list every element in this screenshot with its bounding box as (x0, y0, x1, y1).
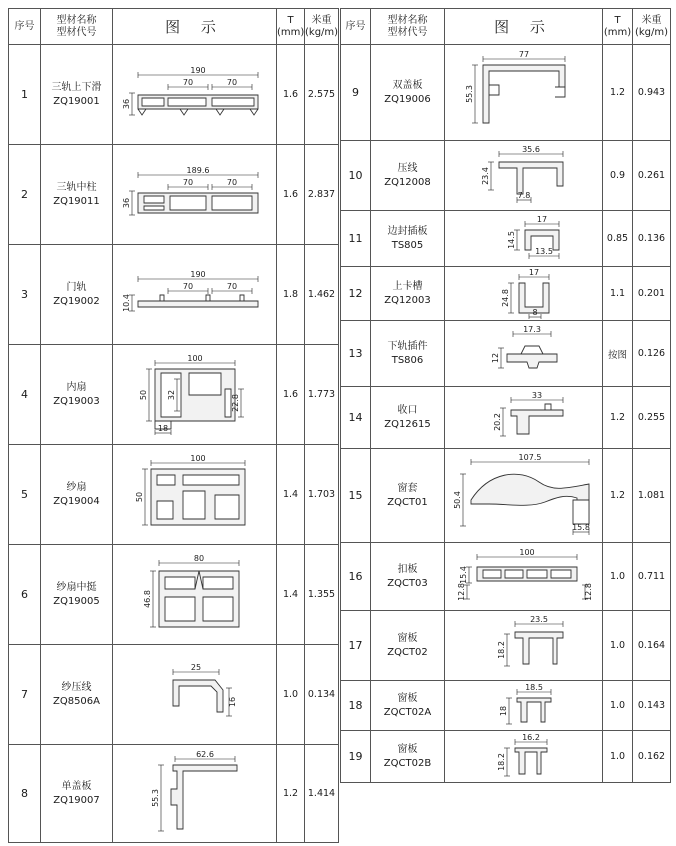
header-no: 序号 (9, 9, 41, 45)
profile-name-cn: 三轨中柱 (56, 181, 97, 193)
table-row (9, 145, 339, 245)
profile-name (41, 245, 113, 345)
profile-drawing (113, 145, 277, 245)
row-number: 1 (9, 45, 41, 145)
profile-code: ZQ19007 (53, 794, 100, 806)
row-number: 8 (9, 745, 41, 843)
header-thickness: T (mm) (277, 9, 305, 45)
profile-name-cn: 纱扇中挺 (56, 581, 97, 593)
dimension-label: 33 (531, 390, 542, 400)
table-row (9, 345, 339, 445)
profile-name (371, 45, 445, 141)
row-number: 5 (9, 445, 41, 545)
dimension-label: 70 (226, 281, 237, 291)
weight-value: 0.201 (633, 267, 671, 321)
dimension-label: 16 (227, 696, 237, 707)
dimension-label: 17 (536, 214, 547, 224)
dimension-label: 50 (138, 389, 148, 400)
header-name: 型材名称 型材代号 (41, 9, 113, 45)
table-row (9, 645, 339, 745)
weight-value: 0.134 (305, 645, 339, 745)
dimension-label: 62.6 (195, 749, 214, 759)
thickness-value: 1.6 (277, 345, 305, 445)
dimension-label: 36 (121, 98, 131, 109)
thickness-value: 1.6 (277, 45, 305, 145)
row-number: 2 (9, 145, 41, 245)
row-number: 7 (9, 645, 41, 745)
thickness-value: 1.0 (603, 543, 633, 611)
dimension-label: 107.5 (518, 453, 541, 462)
dimension-label: 16.2 (521, 733, 540, 742)
profile-code: ZQ12615 (384, 418, 431, 430)
profile-name-cn: 收口 (397, 404, 418, 416)
header-thickness: T (mm) (603, 9, 633, 45)
dimension-label: 18 (157, 423, 168, 433)
profile-code: ZQ8506A (52, 695, 100, 707)
profile-code: ZQ12003 (384, 294, 431, 306)
profile-drawing (445, 45, 603, 141)
table-row (341, 449, 671, 543)
thickness-value: 1.4 (277, 545, 305, 645)
row-number: 17 (341, 611, 371, 681)
dimension-label: 46.8 (142, 589, 152, 608)
table-row (341, 387, 671, 449)
dimension-label: 17 (528, 268, 539, 277)
header-figure: 图 示 (445, 9, 603, 45)
profile-drawing (445, 387, 603, 449)
dimension-label: 55.3 (464, 84, 474, 103)
left-header-row (9, 9, 339, 45)
profile-code: ZQ12008 (384, 176, 431, 188)
profile-name (41, 745, 113, 843)
table-row (341, 141, 671, 211)
header-figure: 图 示 (113, 9, 277, 45)
profile-drawing (113, 445, 277, 545)
row-number: 12 (341, 267, 371, 321)
profile-code: ZQ19002 (53, 295, 100, 307)
profile-name-cn: 窗板 (397, 743, 418, 755)
thickness-value: 1.0 (277, 645, 305, 745)
dimension-label: 25 (190, 662, 201, 672)
dimension-label: 190 (189, 269, 206, 279)
weight-value: 0.943 (633, 45, 671, 141)
dimension-label: 10.4 (121, 293, 131, 312)
row-number: 6 (9, 545, 41, 645)
dimension-label: 24.8 (500, 288, 510, 307)
weight-value: 1.081 (633, 449, 671, 543)
profile-name (371, 449, 445, 543)
dimension-label: 22.8 (230, 393, 240, 412)
dimension-label: 8 (531, 307, 538, 317)
row-number: 10 (341, 141, 371, 211)
profile-name (41, 345, 113, 445)
dimension-label: 18.5 (524, 683, 543, 692)
profile-code: ZQ19006 (384, 93, 431, 105)
dimension-label: 18.2 (496, 752, 506, 771)
thickness-value: 1.0 (603, 731, 633, 783)
profile-code: ZQCT02A (383, 706, 432, 718)
dimension-label: 190 (189, 65, 206, 75)
profile-code: TS806 (391, 354, 424, 366)
right-profile-table (340, 8, 671, 783)
thickness-value: 1.2 (277, 745, 305, 843)
profile-name-cn: 三轨上下滑 (51, 81, 102, 93)
header-no: 序号 (341, 9, 371, 45)
weight-value: 1.462 (305, 245, 339, 345)
profile-name-cn: 压线 (397, 162, 418, 174)
weight-value: 0.162 (633, 731, 671, 783)
dimension-label: 55.3 (150, 788, 160, 807)
dimension-label: 100 (518, 547, 535, 557)
profile-code: ZQCT02 (387, 646, 428, 658)
row-number: 14 (341, 387, 371, 449)
profile-name (371, 731, 445, 783)
profile-name-cn: 窗套 (397, 482, 418, 494)
dimension-label: 14.5 (506, 230, 516, 249)
row-number: 4 (9, 345, 41, 445)
profile-drawing (445, 449, 603, 543)
profile-name (41, 145, 113, 245)
dimension-label: 77 (518, 50, 529, 59)
profile-drawing (445, 211, 603, 267)
profile-name (371, 211, 445, 267)
table-row (9, 245, 339, 345)
thickness-value: 1.1 (603, 267, 633, 321)
profile-name (371, 141, 445, 211)
dimension-label: 12.8 (456, 582, 466, 601)
profile-drawing (445, 141, 603, 211)
weight-value: 0.136 (633, 211, 671, 267)
table-row (9, 745, 339, 843)
dimension-label: 15.8 (571, 522, 590, 532)
thickness-value: 1.8 (277, 245, 305, 345)
table-row (9, 45, 339, 145)
row-number: 11 (341, 211, 371, 267)
profile-drawing (445, 611, 603, 681)
dimension-label: 70 (226, 77, 237, 87)
profile-drawing (445, 543, 603, 611)
row-number: 13 (341, 321, 371, 387)
dimension-label: 13.5 (534, 246, 553, 256)
row-number: 3 (9, 245, 41, 345)
dimension-label: 23.4 (480, 166, 490, 185)
dimension-label: 70 (226, 177, 237, 187)
dimension-label: 18.2 (496, 640, 506, 659)
dimension-label: 189.6 (186, 165, 209, 175)
table-row (341, 321, 671, 387)
profile-name-cn: 边封插板 (387, 225, 428, 237)
profile-name (371, 681, 445, 731)
dimension-label: 70 (182, 281, 193, 291)
profile-drawing (113, 345, 277, 445)
profile-name (371, 267, 445, 321)
thickness-value: 1.0 (603, 681, 633, 731)
profile-name (41, 445, 113, 545)
row-number: 9 (341, 45, 371, 141)
table-row (341, 681, 671, 731)
profile-drawing (113, 745, 277, 843)
profile-code: ZQ19011 (53, 195, 100, 207)
weight-value: 0.143 (633, 681, 671, 731)
profile-name (41, 645, 113, 745)
table-row (341, 267, 671, 321)
profile-drawing (445, 681, 603, 731)
weight-value: 1.355 (305, 545, 339, 645)
row-number: 16 (341, 543, 371, 611)
weight-value: 1.773 (305, 345, 339, 445)
dimension-label: 32 (166, 389, 176, 400)
dimension-label: 18 (498, 705, 508, 716)
dimension-label: 70 (182, 77, 193, 87)
weight-value: 1.414 (305, 745, 339, 843)
profile-name-cn: 扣板 (397, 563, 418, 575)
profile-code: ZQCT01 (387, 496, 428, 508)
thickness-value: 按图 (603, 321, 633, 387)
dimension-label: 70 (182, 177, 193, 187)
profile-code: TS805 (391, 239, 424, 251)
weight-value: 0.126 (633, 321, 671, 387)
dimension-label: 23.5 (529, 615, 548, 624)
profile-name-cn: 上卡槽 (392, 280, 423, 292)
thickness-value: 1.2 (603, 449, 633, 543)
profile-code: ZQ19005 (53, 595, 100, 607)
table-row (341, 45, 671, 141)
thickness-value: 0.9 (603, 141, 633, 211)
profile-name-cn: 纱压线 (61, 681, 92, 693)
profile-drawing (113, 545, 277, 645)
profile-code: ZQCT03 (387, 577, 428, 589)
row-number: 15 (341, 449, 371, 543)
dimension-label: 17.3 (522, 324, 541, 334)
profile-code: ZQCT02B (383, 757, 432, 769)
header-weight: 米重 (kg/m) (305, 9, 339, 45)
dimension-label: 36 (121, 197, 131, 208)
thickness-value: 1.2 (603, 45, 633, 141)
dimension-label: 7.8 (517, 190, 530, 200)
weight-value: 2.575 (305, 45, 339, 145)
profile-drawing (113, 45, 277, 145)
table-row (341, 543, 671, 611)
thickness-value: 1.0 (603, 611, 633, 681)
thickness-value: 1.2 (603, 387, 633, 449)
profile-name-cn: 门轨 (66, 281, 87, 293)
table-row (341, 211, 671, 267)
weight-value: 0.164 (633, 611, 671, 681)
dimension-label: 50 (134, 491, 144, 502)
profile-drawing (113, 645, 277, 745)
profile-code: ZQ19004 (53, 495, 100, 507)
right-header-row (341, 9, 671, 45)
weight-value: 0.261 (633, 141, 671, 211)
dimension-label: 100 (186, 354, 203, 363)
dimension-label: 50.4 (452, 490, 462, 509)
profile-name-cn: 单盖板 (61, 780, 92, 792)
table-row (341, 611, 671, 681)
dimension-label: 35.6 (521, 145, 540, 154)
thickness-value: 1.4 (277, 445, 305, 545)
profile-name (41, 45, 113, 145)
profile-drawing (445, 731, 603, 783)
weight-value: 0.711 (633, 543, 671, 611)
weight-value: 0.255 (633, 387, 671, 449)
profile-name (371, 321, 445, 387)
table-row (9, 545, 339, 645)
profile-code: ZQ19001 (53, 95, 100, 107)
profile-name-cn: 窗板 (397, 692, 418, 704)
profile-name (371, 387, 445, 449)
profile-name-cn: 下轨插件 (387, 340, 428, 352)
header-name: 型材名称 型材代号 (371, 9, 445, 45)
profile-drawing (113, 245, 277, 345)
row-number: 19 (341, 731, 371, 783)
profile-name (371, 543, 445, 611)
left-profile-table (8, 8, 339, 843)
profile-name (371, 611, 445, 681)
profile-drawing (445, 321, 603, 387)
dimension-label: 100 (189, 454, 206, 463)
table-row (341, 731, 671, 783)
weight-value: 2.837 (305, 145, 339, 245)
dimension-label: 80 (193, 554, 204, 563)
thickness-value: 1.6 (277, 145, 305, 245)
profile-name (41, 545, 113, 645)
profile-code: ZQ19003 (53, 395, 100, 407)
profile-drawing (445, 267, 603, 321)
profile-name-cn: 内扇 (66, 381, 87, 393)
thickness-value: 0.85 (603, 211, 633, 267)
dimension-label: 15.4 (458, 565, 468, 584)
header-weight: 米重 (kg/m) (633, 9, 671, 45)
profile-name-cn: 双盖板 (392, 79, 423, 91)
row-number: 18 (341, 681, 371, 731)
weight-value: 1.703 (305, 445, 339, 545)
table-row (9, 445, 339, 545)
profile-name-cn: 纱扇 (66, 481, 87, 493)
dimension-label: 12 (490, 352, 500, 363)
dimension-label: 20.2 (492, 412, 502, 431)
profile-name-cn: 窗板 (397, 632, 418, 644)
dimension-label: 12.8 (583, 582, 593, 601)
